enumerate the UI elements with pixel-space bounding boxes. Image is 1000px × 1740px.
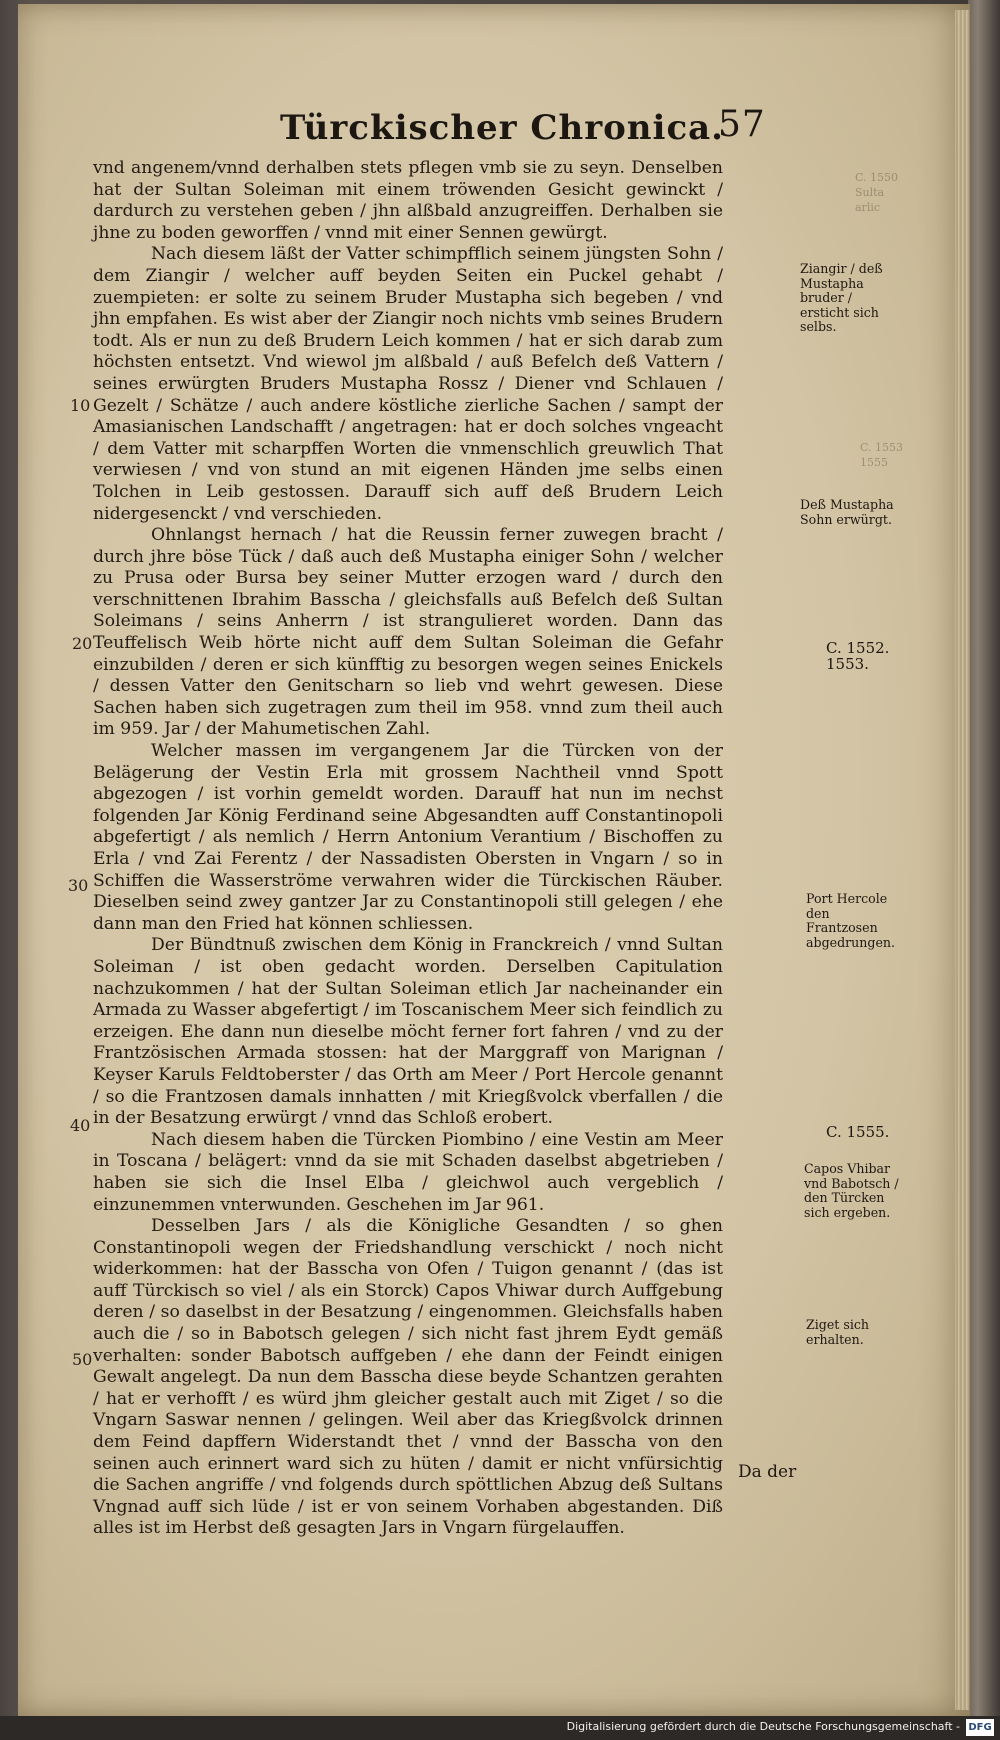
- funding-notice: Digitalisierung gefördert durch die Deutsche Forschungsgemeinschaft -: [566, 1720, 960, 1733]
- page-header: [280, 104, 800, 158]
- line-number: 30: [68, 876, 89, 895]
- paragraph: Nach diesem läßt der Vatter schimpfflich seinem jüngsten Sohn / dem Ziangir / welcher auff beyden Seiten ein Puckel gehabt / zuempieten: er solte zu seinem Bruder Mustapha sich begeben / vnd jhn empfahen. Es wist aber der Ziangir noch nichts vmb seines Brudern todt. Als er nun zu deß Brudern Leich kommen / hat er sich darab zum höchsten entsetzt. Vnd wiewol jm alßbald / auß Befelch deß Vattern / seines erwürgten Bruders Mustapha Rossz / Diener vnd Schlauen / Gezelt / Schätze / auch andere köstliche zierliche Sachen / sampt der Amasianischen Landschafft / angetragen: hat er doch solches vngeacht / dem Vatter mit scharpffen Worten die vnmenschlich greuwlich That verwiesen / vnd von stund an mit eigenen Händen jme selbs einen Tolchen in Leib gestossen. Darauff sich auff deß Brudern Leich nidergesenckt / vnd verschieden.: [93, 244, 723, 524]
- line-number: 50: [72, 1350, 93, 1369]
- dfg-logo: DFG: [966, 1719, 994, 1736]
- catchword: Da der: [738, 1462, 797, 1482]
- paragraph: Ohnlangst hernach / hat die Reussin ferner zuwegen bracht / durch jhre böse Tück / daß auch deß Mustapha einiger Sohn / welcher zu Prusa oder Bursa bey seiner Mutter erzogen ward / durch den verschnittenen Ibrahim Basscha / gleichsfalls auß Befelch deß Sultan Soleimans / seins Anherrn / ist strangulieret worden. Dann das Teuffelisch Weib hörte nicht auff dem Sultan Soleiman die Gefahr einzubilden / deren er sich künfftig zu besorgen wegen seines Enickels / dessen Vatter den Genitscharn so lieb vnd wehrt gewesen. Diese Sachen haben sich zugetragen zum theil im 958. vnnd zum theil auch im 959. Jar / der Mahumetischen Zahl.: [93, 525, 723, 740]
- line-number: 10: [70, 396, 91, 415]
- margin-note: Capos Vhibar vnd Babotsch / den Türcken sich ergeben.: [804, 1161, 899, 1220]
- paragraph: Der Bündtnuß zwischen dem König in Franckreich / vnnd Sultan Soleiman / ist oben gedacht worden. Derselben Capitulation nachzukommen / hat der Sultan Soleiman etlich Jar nacheinander ein Armada zu Wasser abgefertigt / im Toscanischem Meer sich feindlich zu erzeigen. Ehe dann nun dieselbe möcht ferner fort fahren / vnd zu der Frantzösischen Armada stossen: hat der Marggraff von Marignan / Keyser Karuls Feldtoberster / das Orth am Meer / Port Hercole genannt / so die Frantzosen damals innhatten / mit Kriegßvolck vberfallen / die in der Besatzung erwürgt / vnnd das Schloß erobert.: [93, 935, 723, 1129]
- paragraph: Nach diesem haben die Türcken Piombino / eine Vestin am Meer in Toscana / belägert: vnnd da sie mit Schaden daselbst abgetrieben / haben sie sich die Insel Elba / gleichwol auch vergeblich / einzunemmen vnterwunden. Geschehen im Jar 961.: [93, 1129, 723, 1215]
- margin-date: C. 1555.: [826, 1123, 890, 1141]
- margin-note: Deß Mustapha Sohn erwürgt.: [800, 497, 894, 527]
- page-number: 57: [718, 104, 766, 145]
- margin-note: Ziget sich erhalten.: [806, 1317, 870, 1347]
- paragraph: Welcher massen im vergangenem Jar die Türcken von der Belägerung der Vestin Erla mit grossem Nachtheil vnnd Spott abgezogen / ist vorhin gemeldt worden. Darauff hat nun im nechst folgenden Jar König Ferdinand seine Abgesandten auff Constantinopoli abgefertigt / als nemlich / Herrn Antonium Verantium / Bischoffen zu Erla / vnd Zai Ferentz / der Nassadisten Obersten in Vngarn / so in Schiffen die Wasserströme verwahren wider die Türckischen Räuber. Dieselben seind zwey gantzer Jar zu Constantinopoli still gelegen / ehe dann man den Fried hat können schliessen.: [93, 741, 723, 934]
- book-spine: [968, 0, 1000, 1740]
- main-text: [93, 158, 723, 1540]
- bleed-through-mark: C. 1550 Sulta arlic: [855, 171, 899, 214]
- line-number: 40: [70, 1116, 91, 1135]
- paragraph: Desselben Jars / als die Königliche Gesandten / so ghen Constantinopoli wegen der Friedshandlung verschickt / noch nicht widerkommen: hat der Basscha von Ofen / Tuigon genannt / (das ist auff Türckisch so viel / als ein Storck) Capos Vhiwar durch Auffgebung deren / so daselbst in der Besatzung / eingenommen. Gleichsfalls haben auch die / so in Babotsch gelegen / sich nicht fast jhrem Eydt gemäß verhalten: sonder Babotsch auffgeben / ehe dann der Feindt einigen Gewalt angelegt. Da nun dem Basscha diese beyde Schantzen gerahten / hat er verhofft / es würd jhm gleicher gestalt auch mit Ziget / so die Vngarn Saswar nennen / gelingen. Weil aber das Kriegßvolck drinnen dem Feind dapffern Widerstandt thet / vnnd der Basscha von den seinen auch erinnert ward sich zu hüten / damit er nicht vnfürsichtig die Sachen angriffe / vnd folgends durch spöttlichen Abzug deß Sultans Vngnad auff sich lüde / ist er von seinem Vorhaben abgestanden. Diß alles ist im Herbst deß gesagten Jars in Vngarn fürgelauffen.: [93, 1216, 723, 1539]
- margin-date: C. 1552. 1553.: [826, 639, 890, 673]
- running-title: Türckischer Chronica.: [280, 108, 725, 148]
- margin-note: Ziangir / deß Mustapha bruder / ersticht sich selbs.: [800, 261, 883, 334]
- paragraph: vnd angenem/vnnd derhalben stets pflegen vmb sie zu seyn. Denselben hat der Sultan Soleiman mit einem tröwenden Gesicht gewinckt / dardurch zu verstehen geben / jhn alßbald anzugreiffen. Derhalben sie jhne zu boden geworffen / vnnd mit einer Sennen gewürgt.: [93, 158, 723, 243]
- margin-note: Port Hercole den Frantzosen abgedrungen.: [806, 891, 896, 950]
- bleed-through-mark: C. 1553 1555: [860, 441, 904, 469]
- page-edge: [955, 10, 969, 1710]
- line-number: 20: [72, 634, 93, 653]
- footer-bar: [0, 1716, 1000, 1740]
